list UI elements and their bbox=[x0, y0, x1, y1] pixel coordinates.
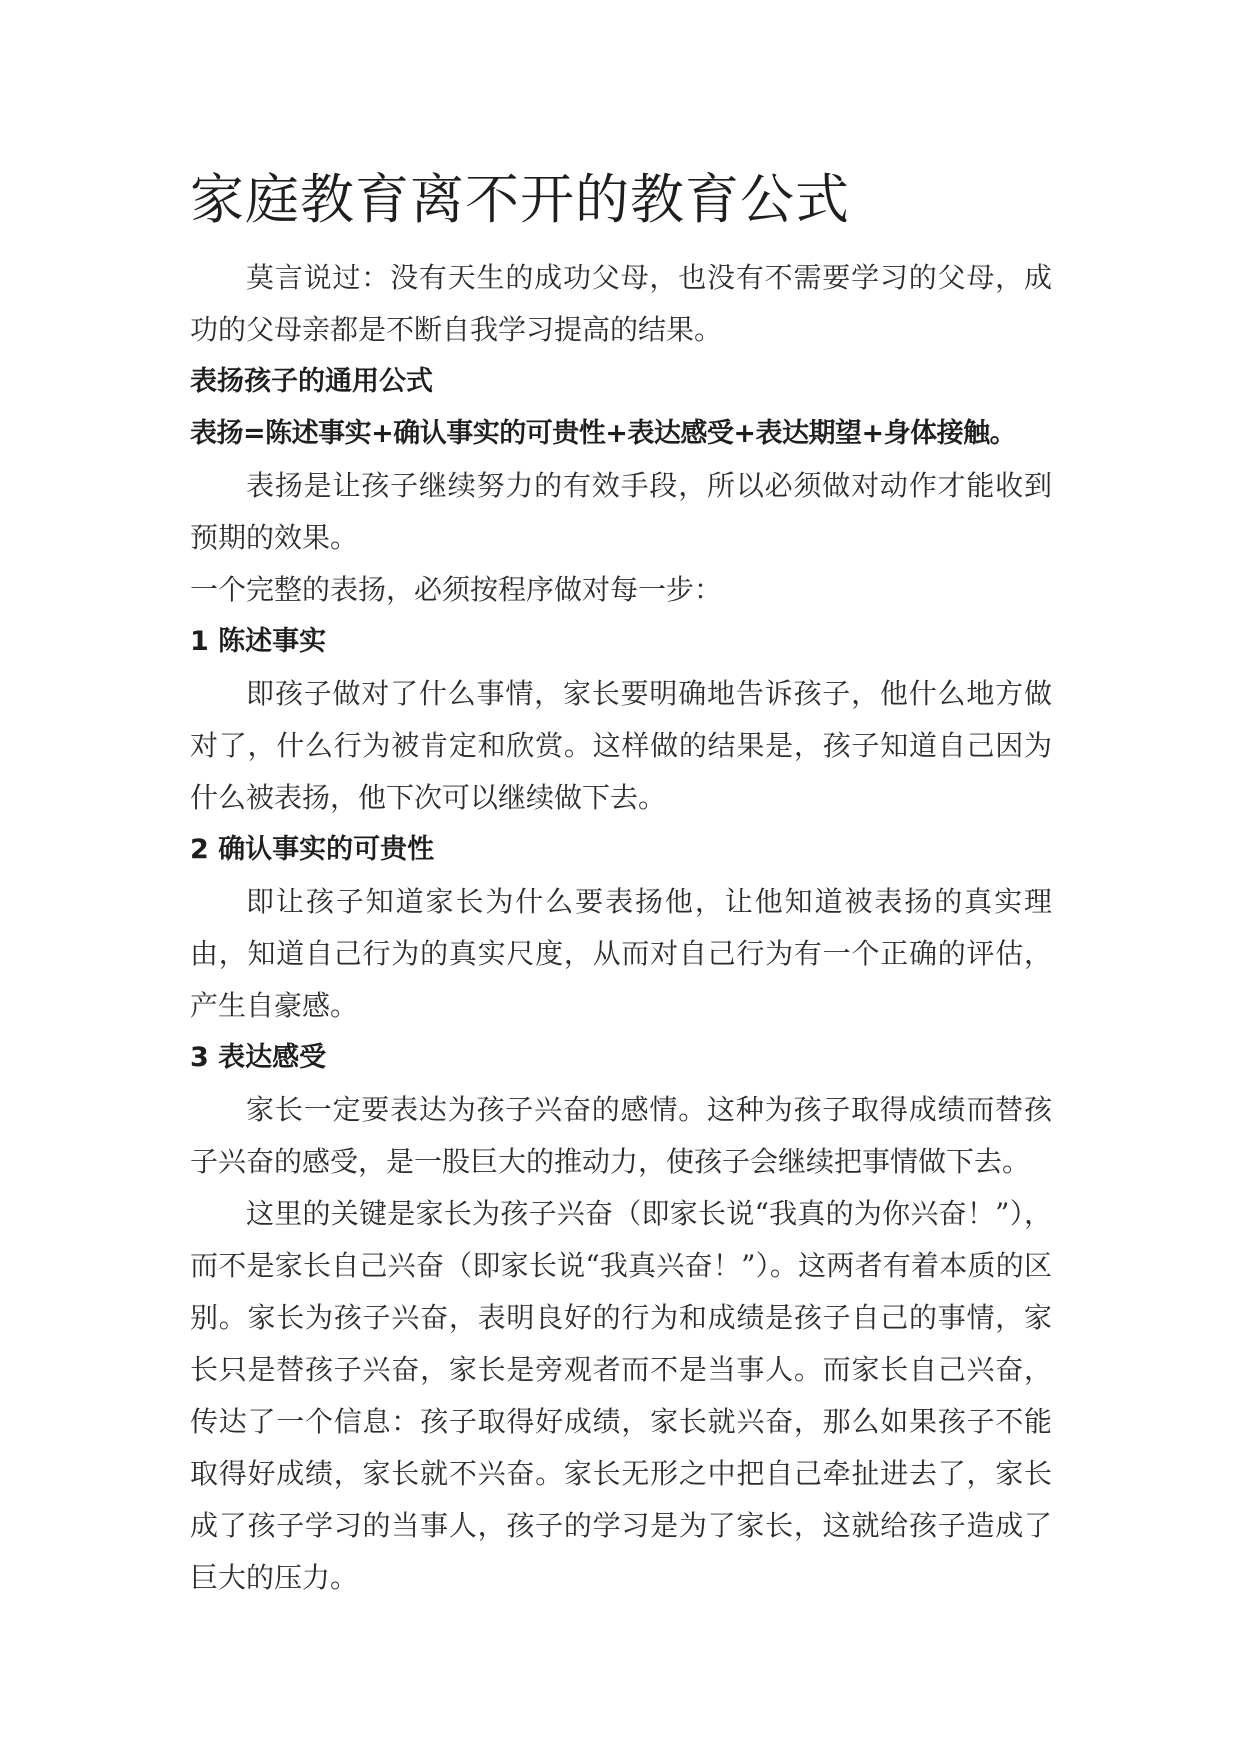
document-title: 家庭教育离不开的教育公式 bbox=[190, 168, 850, 231]
section-heading: 表扬孩子的通用公式 bbox=[190, 366, 433, 397]
praise-formula: 表扬=陈述事实+确认事实的可贵性+表达感受+表达期望+身体接触。 bbox=[190, 418, 1017, 449]
step-1-paragraph: 即孩子做对了什么事情，家长要明确地告诉孩子，他什么地方做对了，什么行为被肯定和欣赏。这样做的结果是，孩子知道自己因为什么被表扬，他下次可以继续做下去。 bbox=[190, 677, 1052, 814]
steps-intro-paragraph: 一个完整的表扬，必须按程序做对每一步： bbox=[190, 573, 723, 606]
praise-intro-paragraph: 表扬是让孩子继续努力的有效手段，所以必须做对动作才能收到预期的效果。 bbox=[190, 469, 1052, 554]
step-2-heading: 2 确认事实的可贵性 bbox=[190, 834, 435, 865]
step-3-paragraph-1: 家长一定要表达为孩子兴奋的感情。这种为孩子取得成绩而替孩子兴奋的感受，是一股巨大的推动力，使孩子会继续把事情做下去。 bbox=[190, 1093, 1052, 1178]
intro-paragraph: 莫言说过：没有天生的成功父母，也没有不需要学习的父母，成功的父母亲都是不断自我学习提高的结果。 bbox=[190, 261, 1052, 346]
step-2-paragraph: 即让孩子知道家长为什么要表扬他，让他知道被表扬的真实理由，知道自己行为的真实尺度，从而对自己行为有一个正确的评估，产生自豪感。 bbox=[190, 885, 1052, 1022]
document-page bbox=[190, 160, 1052, 1604]
step-3-paragraph-2: 这里的关键是家长为孩子兴奋（即家长说“我真的为你兴奋！”），而不是家长自己兴奋（即家长说“我真兴奋！”）。这两者有着本质的区别。家长为孩子兴奋，表明良好的行为和成绩是孩子自己的事情，家长只是替孩子兴奋，家长是旁观者而不是当事人。而家长自己兴奋，传达了一个信息：孩子取得好成绩，家长就兴奋，那么如果孩子不能取得好成绩，家长就不兴奋。家长无形之中把自己牵扯进去了，家长成了孩子学习的当事人，孩子的学习是为了家长，这就给孩子造成了巨大的压力。 bbox=[190, 1197, 1052, 1594]
step-3-heading: 3 表达感受 bbox=[190, 1042, 327, 1073]
step-1-heading: 1 陈述事实 bbox=[190, 626, 327, 657]
